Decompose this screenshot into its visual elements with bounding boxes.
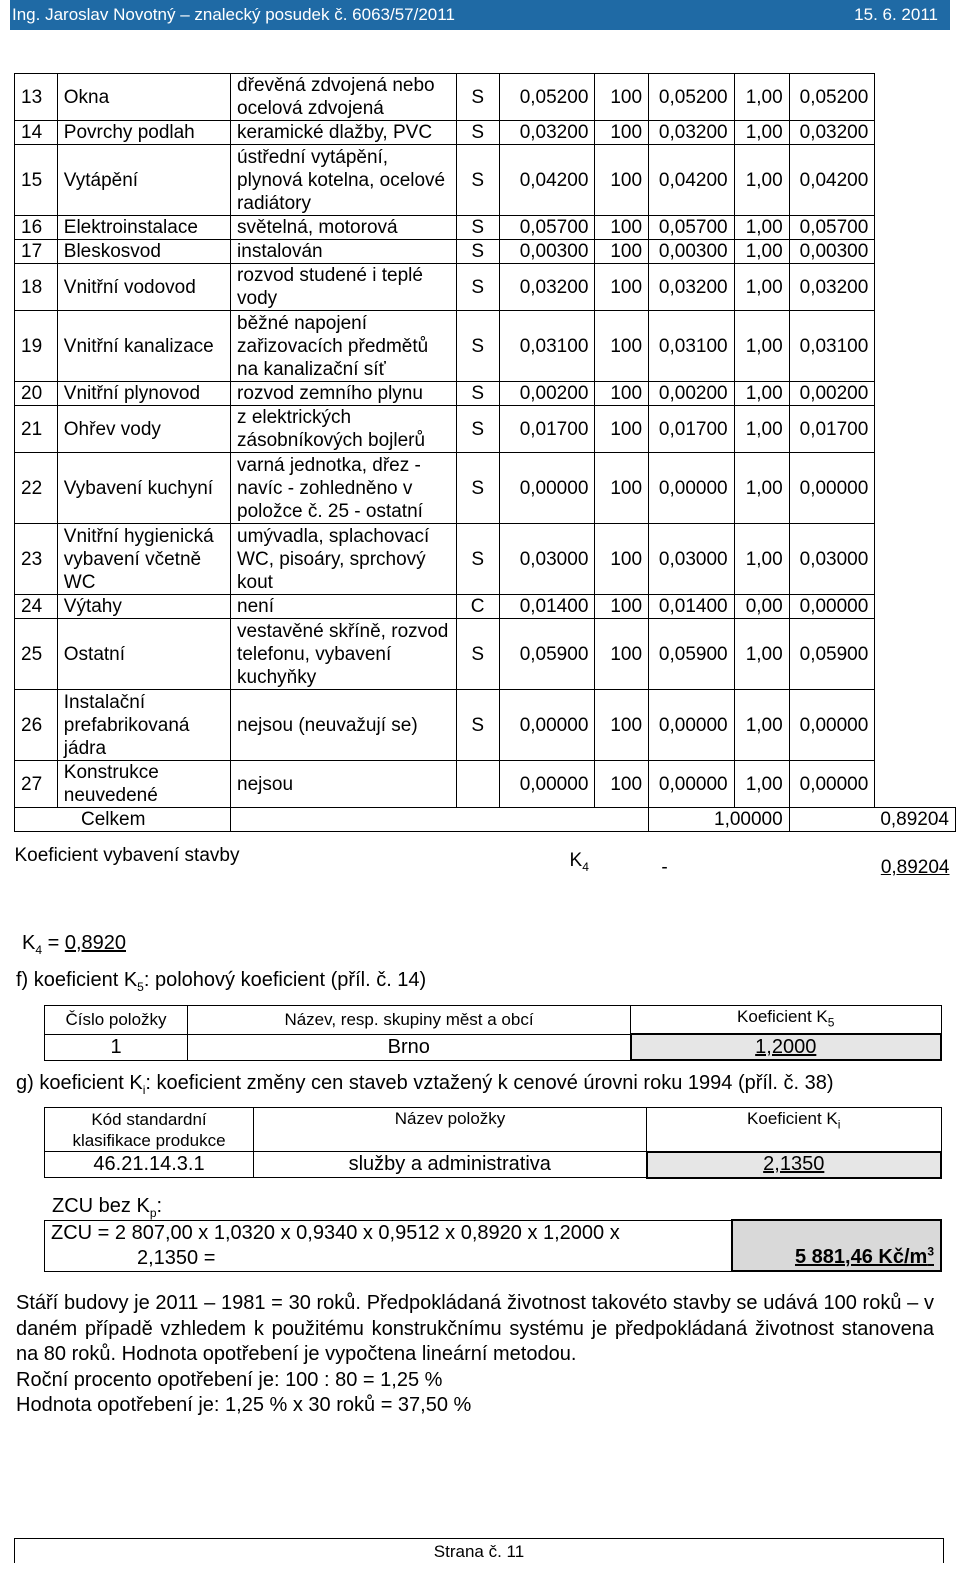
cell-num: 24 bbox=[15, 595, 58, 619]
cell-v2: 100 bbox=[595, 216, 649, 240]
cell-v1: 0,00000 bbox=[499, 761, 595, 808]
cell-v1: 0,03000 bbox=[499, 524, 595, 595]
cell-v4: 1,00 bbox=[734, 524, 789, 595]
cell-name: Okna bbox=[57, 74, 230, 121]
cell-v2: 100 bbox=[595, 453, 649, 524]
cell-v1: 0,00000 bbox=[499, 453, 595, 524]
cell-v2: 100 bbox=[595, 595, 649, 619]
cell-v2: 100 bbox=[595, 524, 649, 595]
cell-v2: 100 bbox=[595, 619, 649, 690]
cell-code: S bbox=[456, 406, 499, 453]
cell-v4: 1,00 bbox=[734, 264, 789, 311]
cell-num: 16 bbox=[15, 216, 58, 240]
cell-v2: 100 bbox=[595, 264, 649, 311]
cell-v3: 0,03100 bbox=[649, 311, 735, 382]
cell-name: Výtahy bbox=[57, 595, 230, 619]
cell-v5: 0,00300 bbox=[789, 240, 875, 264]
cell-v4: 1,00 bbox=[734, 240, 789, 264]
cell-name: Vnitřní vodovod bbox=[57, 264, 230, 311]
table-g-h3: Koeficient $K_i$ bbox=[647, 1108, 942, 1152]
cell-v5: 0,05200 bbox=[789, 74, 875, 121]
table-row bbox=[15, 216, 956, 240]
k4-result: $K_4 = 0,8920$ bbox=[22, 932, 126, 957]
coef-dash: - bbox=[661, 857, 668, 878]
cell-v5: 0,03200 bbox=[789, 264, 875, 311]
cell-desc: dřevěná zdvojená nebo ocelová zdvojená bbox=[231, 74, 457, 121]
cell-desc: umývadla, splachovací WC, pisoáry, sprchový kout bbox=[231, 524, 457, 595]
table-row bbox=[15, 690, 956, 761]
cell-v3: 0,00200 bbox=[649, 382, 735, 406]
cell-code: S bbox=[456, 240, 499, 264]
coef-label: Koeficient vybavení stavby bbox=[14, 845, 240, 866]
cell-v5: 0,00200 bbox=[789, 382, 875, 406]
cell-v5: 0,00000 bbox=[789, 690, 875, 761]
cell-desc: varná jednotka, dřez - navíc - zohledněno v položce č. 25 - ostatní bbox=[231, 453, 457, 524]
cell-v5: 0,05900 bbox=[789, 619, 875, 690]
table-row bbox=[15, 382, 956, 406]
total-coef: 0,89204 bbox=[789, 808, 955, 832]
table-g-c1: 46.21.14.3.1 bbox=[45, 1152, 254, 1178]
cell-desc: ústřední vytápění, plynová kotelna, ocelové radiátory bbox=[231, 145, 457, 216]
zcu-formula: ZCU = 2 807,00 x 1,0320 x 0,9340 x 0,9512 x 0,8920 x 1,2000 x 2,1350 = bbox=[45, 1220, 733, 1271]
table-row bbox=[15, 121, 956, 145]
cell-v4: 1,00 bbox=[734, 619, 789, 690]
table-f-h1: Číslo položky bbox=[45, 1006, 188, 1035]
cell-num: 14 bbox=[15, 121, 58, 145]
cell-v3: 0,00300 bbox=[649, 240, 735, 264]
cell-desc: instalován bbox=[231, 240, 457, 264]
cell-v2: 100 bbox=[595, 145, 649, 216]
cell-v4: 1,00 bbox=[734, 690, 789, 761]
header-date: 15. 6. 2011 bbox=[854, 5, 938, 24]
table-f-h2: Název, resp. skupiny měst a obcí bbox=[188, 1006, 631, 1035]
cell-code: S bbox=[456, 382, 499, 406]
cell-desc: rozvod zemního plynu bbox=[231, 382, 457, 406]
cell-v4: 1,00 bbox=[734, 74, 789, 121]
cell-name: Ostatní bbox=[57, 619, 230, 690]
cell-v2: 100 bbox=[595, 690, 649, 761]
cell-v1: 0,05200 bbox=[499, 74, 595, 121]
equipment-table bbox=[14, 73, 956, 879]
cell-num: 22 bbox=[15, 453, 58, 524]
cell-code: S bbox=[456, 121, 499, 145]
cell-v3: 0,01400 bbox=[649, 595, 735, 619]
cell-v1: 0,05900 bbox=[499, 619, 595, 690]
cell-desc: z elektrických zásobníkových bojlerů bbox=[231, 406, 457, 453]
table-row bbox=[15, 145, 956, 216]
cell-v5: 0,04200 bbox=[789, 145, 875, 216]
cell-code bbox=[456, 761, 499, 808]
table-row bbox=[15, 74, 956, 121]
cell-desc: běžné napojení zařizovacích předmětů na kanalizační síť bbox=[231, 311, 457, 382]
table-g bbox=[44, 1107, 942, 1179]
cell-num: 17 bbox=[15, 240, 58, 264]
cell-name: Ohřev vody bbox=[57, 406, 230, 453]
depreciation-text bbox=[16, 1291, 934, 1419]
zcu-result: 5 881,46 $Kč/m^3$ bbox=[732, 1220, 941, 1271]
cell-v4: 1,00 bbox=[734, 145, 789, 216]
cell-v2: 100 bbox=[595, 311, 649, 382]
cell-v1: 0,03200 bbox=[499, 121, 595, 145]
cell-desc: rozvod studené i teplé vody bbox=[231, 264, 457, 311]
cell-code: C bbox=[456, 595, 499, 619]
cell-name: Vnitřní hygienická vybavení včetně WC bbox=[57, 524, 230, 595]
table-row bbox=[15, 240, 956, 264]
cell-name: Instalační prefabrikovaná jádra bbox=[57, 690, 230, 761]
cell-v3: 0,01700 bbox=[649, 406, 735, 453]
table-f-c3: 1,2000 bbox=[631, 1034, 942, 1060]
table-g-h2: Název položky bbox=[254, 1108, 647, 1152]
cell-code: S bbox=[456, 145, 499, 216]
cell-code: S bbox=[456, 216, 499, 240]
cell-v5: 0,03000 bbox=[789, 524, 875, 595]
table-f-c2: Brno bbox=[188, 1034, 631, 1060]
cell-v1: 0,00300 bbox=[499, 240, 595, 264]
paragraph-age: Stáří budovy je 2011 – 1981 = 30 roků. Předpokládaná životnost takovéto stavby se udává 100 roků – v daném případě vzhledem k použitému konstrukčnímu systému je předpokládaná životnost stanovena na 80 roků. Hodnota opotřebení je vypočtena lineární metodou. bbox=[16, 1292, 934, 1365]
table-f-c1: 1 bbox=[45, 1034, 188, 1060]
page-footer: Strana č. 11 bbox=[14, 1538, 944, 1563]
cell-code: S bbox=[456, 74, 499, 121]
table-row bbox=[15, 619, 956, 690]
cell-desc: světelná, motorová bbox=[231, 216, 457, 240]
cell-v5: 0,00000 bbox=[789, 761, 875, 808]
cell-v3: 0,05900 bbox=[649, 619, 735, 690]
cell-v5: 0,00000 bbox=[789, 453, 875, 524]
paragraph-annual-rate: Roční procento opotřebení je: 100 : 80 = 1,25 % bbox=[16, 1368, 443, 1391]
cell-v5: 0,05700 bbox=[789, 216, 875, 240]
cell-num: 13 bbox=[15, 74, 58, 121]
cell-num: 19 bbox=[15, 311, 58, 382]
table-row bbox=[15, 524, 956, 595]
cell-desc: nejsou (neuvažují se) bbox=[231, 690, 457, 761]
cell-v4: 1,00 bbox=[734, 216, 789, 240]
cell-v1: 0,05700 bbox=[499, 216, 595, 240]
cell-desc: nejsou bbox=[231, 761, 457, 808]
coef-k: $K_4$ bbox=[569, 850, 589, 874]
cell-v1: 0,03200 bbox=[499, 264, 595, 311]
cell-v2: 100 bbox=[595, 121, 649, 145]
cell-v1: 0,01700 bbox=[499, 406, 595, 453]
section-g-heading: g) koeficient $K_i$: koeficient změny cen staveb vztažený k cenové úrovni roku 1994 (příl. č. 38) bbox=[16, 1072, 834, 1097]
cell-v1: 0,00200 bbox=[499, 382, 595, 406]
cell-v3: 0,03000 bbox=[649, 524, 735, 595]
table-f bbox=[44, 1005, 942, 1061]
cell-v4: 1,00 bbox=[734, 382, 789, 406]
cell-v3: 0,05700 bbox=[649, 216, 735, 240]
cell-name: Povrchy podlah bbox=[57, 121, 230, 145]
cell-v4: 1,00 bbox=[734, 406, 789, 453]
cell-v5: 0,03100 bbox=[789, 311, 875, 382]
cell-num: 15 bbox=[15, 145, 58, 216]
cell-num: 23 bbox=[15, 524, 58, 595]
cell-v4: 1,00 bbox=[734, 311, 789, 382]
cell-num: 20 bbox=[15, 382, 58, 406]
cell-code: S bbox=[456, 524, 499, 595]
total-label: Celkem bbox=[81, 809, 146, 830]
cell-code: S bbox=[456, 311, 499, 382]
zcu-calculation bbox=[44, 1219, 942, 1272]
cell-v1: 0,00000 bbox=[499, 690, 595, 761]
cell-v5: 0,00000 bbox=[789, 595, 875, 619]
cell-v1: 0,01400 bbox=[499, 595, 595, 619]
cell-name: Vnitřní plynovod bbox=[57, 382, 230, 406]
header-title: Ing. Jaroslav Novotný – znalecký posudek č. 6063/57/2011 bbox=[12, 5, 455, 24]
table-row bbox=[15, 761, 956, 808]
cell-v2: 100 bbox=[595, 382, 649, 406]
cell-desc: keramické dlažby, PVC bbox=[231, 121, 457, 145]
cell-v2: 100 bbox=[595, 74, 649, 121]
section-f-heading: f) koeficient $K_5$: polohový koeficient (příl. č. 14) bbox=[16, 969, 427, 994]
page-header bbox=[10, 0, 950, 30]
table-row bbox=[15, 264, 956, 311]
table-row bbox=[15, 311, 956, 382]
cell-v3: 0,05200 bbox=[649, 74, 735, 121]
table-g-c3: 2,1350 bbox=[647, 1152, 942, 1178]
total-sum: 1,00000 bbox=[649, 808, 790, 832]
cell-name: Vytápění bbox=[57, 145, 230, 216]
cell-v5: 0,01700 bbox=[789, 406, 875, 453]
cell-v3: 0,00000 bbox=[649, 453, 735, 524]
cell-v2: 100 bbox=[595, 761, 649, 808]
cell-num: 26 bbox=[15, 690, 58, 761]
cell-name: Elektroinstalace bbox=[57, 216, 230, 240]
cell-v1: 0,04200 bbox=[499, 145, 595, 216]
paragraph-depreciation: Hodnota opotřebení je: 1,25 % x 30 roků = 37,50 % bbox=[16, 1394, 472, 1416]
cell-v4: 1,00 bbox=[734, 121, 789, 145]
cell-num: 21 bbox=[15, 406, 58, 453]
cell-num: 27 bbox=[15, 761, 58, 808]
cell-name: Vybavení kuchyní bbox=[57, 453, 230, 524]
table-f-h3: Koeficient $K_5$ bbox=[631, 1006, 942, 1035]
cell-name: Vnitřní kanalizace bbox=[57, 311, 230, 382]
table-row bbox=[15, 406, 956, 453]
cell-v2: 100 bbox=[595, 240, 649, 264]
cell-v1: 0,03100 bbox=[499, 311, 595, 382]
cell-num: 25 bbox=[15, 619, 58, 690]
cell-v5: 0,03200 bbox=[789, 121, 875, 145]
cell-code: S bbox=[456, 264, 499, 311]
table-g-h1: Kód standardní klasifikace produkce bbox=[45, 1108, 254, 1152]
table-row bbox=[15, 595, 956, 619]
table-g-c2: služby a administrativa bbox=[254, 1152, 647, 1178]
cell-v3: 0,03200 bbox=[649, 121, 735, 145]
zcu-label: ZCU bez $K_p$: bbox=[52, 1195, 163, 1220]
cell-code: S bbox=[456, 690, 499, 761]
cell-v3: 0,00000 bbox=[649, 761, 735, 808]
cell-v4: 0,00 bbox=[734, 595, 789, 619]
coef-value: 0,89204 bbox=[880, 857, 950, 878]
cell-code: S bbox=[456, 619, 499, 690]
cell-name: Konstrukce neuvedené bbox=[57, 761, 230, 808]
cell-code: S bbox=[456, 453, 499, 524]
cell-desc: vestavěné skříně, rozvod telefonu, vybavení kuchyňky bbox=[231, 619, 457, 690]
cell-v3: 0,03200 bbox=[649, 264, 735, 311]
cell-name: Bleskosvod bbox=[57, 240, 230, 264]
table-row bbox=[15, 453, 956, 524]
cell-v4: 1,00 bbox=[734, 453, 789, 524]
cell-v3: 0,04200 bbox=[649, 145, 735, 216]
cell-num: 18 bbox=[15, 264, 58, 311]
cell-v4: 1,00 bbox=[734, 761, 789, 808]
cell-v2: 100 bbox=[595, 406, 649, 453]
cell-desc: není bbox=[231, 595, 457, 619]
cell-v3: 0,00000 bbox=[649, 690, 735, 761]
